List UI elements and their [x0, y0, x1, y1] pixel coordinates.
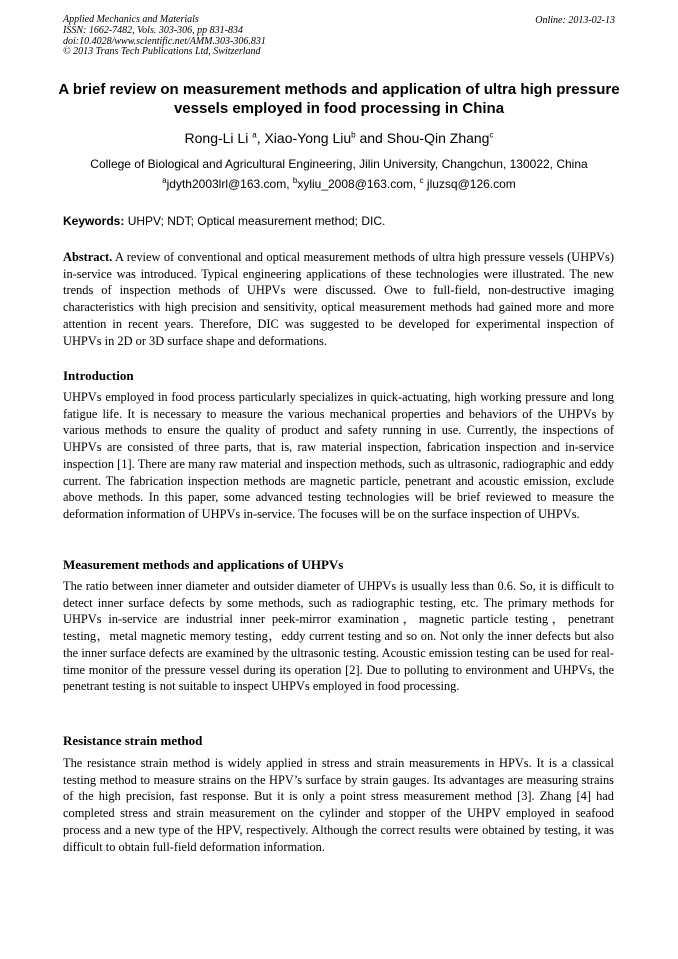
introduction-text: UHPVs employed in food process particularly specializes in quick-actuating, high working pressure and long fatigue life. It is necessary to measure the various mechanical properties and behaviors of the UHPVs by various methods to ensure the quality of product and safety running in use. Currently, the inspections of UHPVs are consisted of three parts, that is, raw material inspection, fabrication inspection and in-service inspection [1]. There are many raw material and inspection methods, such as ultrasonic, radiographic and eddy current. The fabrication inspection methods are magnetic particle, penetrant and acoustic emission, exclude above methods. In this paper, some advanced testing technologies will be brief reviewed to measure the deformation information of UHPVs in-service. The focuses will be on the surface inspection of UHPVs. — [63, 390, 614, 521]
abstract-label: Abstract. — [63, 250, 113, 264]
online-date: Online: 2013-02-13 — [535, 15, 615, 26]
email-1: jdyth2003lrl@163.com, — [166, 177, 293, 191]
email-1-marker: a — [162, 176, 167, 185]
keywords-text: UHPV; NDT; Optical measurement method; DIC. — [124, 214, 386, 228]
author-1: Rong-Li Li — [184, 130, 249, 146]
affiliation: College of Biological and Agricultural Engineering, Jilin University, Changchun, 130022, China — [90, 157, 588, 171]
author-list — [40, 130, 638, 146]
copyright-line: © 2013 Trans Tech Publications Ltd, Switzerland — [63, 46, 261, 58]
author-1-marker: a — [252, 130, 257, 140]
issn-line: ISSN: 1662-7482, Vols. 303-306, pp 831-834 — [63, 24, 243, 36]
strain-text: The resistance strain method is widely applied in stress and strain measurements in HPVs. It is a classical testing method to measure strains on the HPV’s surface by strain gauges. Its advantages are measuring strains of the high precision, fast response. But it is only a point stress measurement method [3]. Zhang [4] had completed stress and strain measurement on the cylinder and stopper of the UHPV employed in seafood process and a new type of the HPV, respectively. Although the correct results were obtained by testing, it was difficult to obtain full-field deformation information. — [63, 756, 614, 854]
author-separator: , — [256, 130, 265, 146]
keywords — [63, 214, 385, 228]
author-2: Xiao-Yong Liu — [264, 130, 352, 146]
email-3-marker: c — [419, 176, 424, 185]
section-heading-methods: Measurement methods and applications of UHPVs — [63, 557, 344, 572]
journal-name: Applied Mechanics and Materials — [63, 14, 199, 25]
email-2-marker: b — [292, 176, 298, 185]
email-2: xyliu_2008@163.com, — [297, 177, 420, 191]
section-heading-introduction: Introduction — [63, 368, 134, 383]
author-3: Shou-Qin Zhang — [386, 130, 490, 146]
doi-line: doi:10.4028/www.scientific.net/AMM.303-306.831 — [63, 35, 266, 47]
email-list — [40, 177, 638, 191]
keywords-label: Keywords: — [63, 214, 125, 228]
abstract — [63, 249, 614, 349]
paper-title: A brief review on measurement methods and application of ultra high pressure vessels employed in food processing in China — [58, 81, 620, 117]
author-2-marker: b — [351, 130, 356, 140]
email-3: jluzsq@126.com — [423, 177, 516, 191]
abstract-text: A review of conventional and optical measurement methods of ultra high pressure vessels (UHPVs) in-service was introduced. Typical engineering applications of these technologies were illustrated. The new trends of inspection methods of UHPVs were discussed. Owe to full-field, non-destructive imaging characteristics with high precision and sensitivity, optical measurement methods had gained more and more attention in recent years. Therefore, DIC was suggested to be developed for experimental inspection of UHPVs in 2D or 3D surface shape and deformations. — [63, 250, 614, 348]
section-heading-strain: Resistance strain method — [63, 733, 203, 748]
author-separator: and — [355, 130, 387, 146]
journal-header — [63, 15, 266, 58]
author-3-marker: c — [489, 130, 494, 140]
methods-text: The ratio between inner diameter and outsider diameter of UHPVs is usually less than 0.6. So, it is difficult to detect inner surface defects by some methods, such as radiographic testing, etc. The primary methods for UHPVs in-service are industrial inner peek-mirror examination，magnetic particle testing，penetrant testing，metal magnetic memory testing，eddy current testing and so on. Not only the inner defects but also the inner surface defects are examined by the ultrasonic testing. Acoustic emission testing can be used for real-time monitor of the pressure vessel during its operation [2]. Due to polluting to environment and UHPVs, the penetrant testing is not suitable to inspect UHPVs employed in food processing. — [63, 579, 614, 694]
